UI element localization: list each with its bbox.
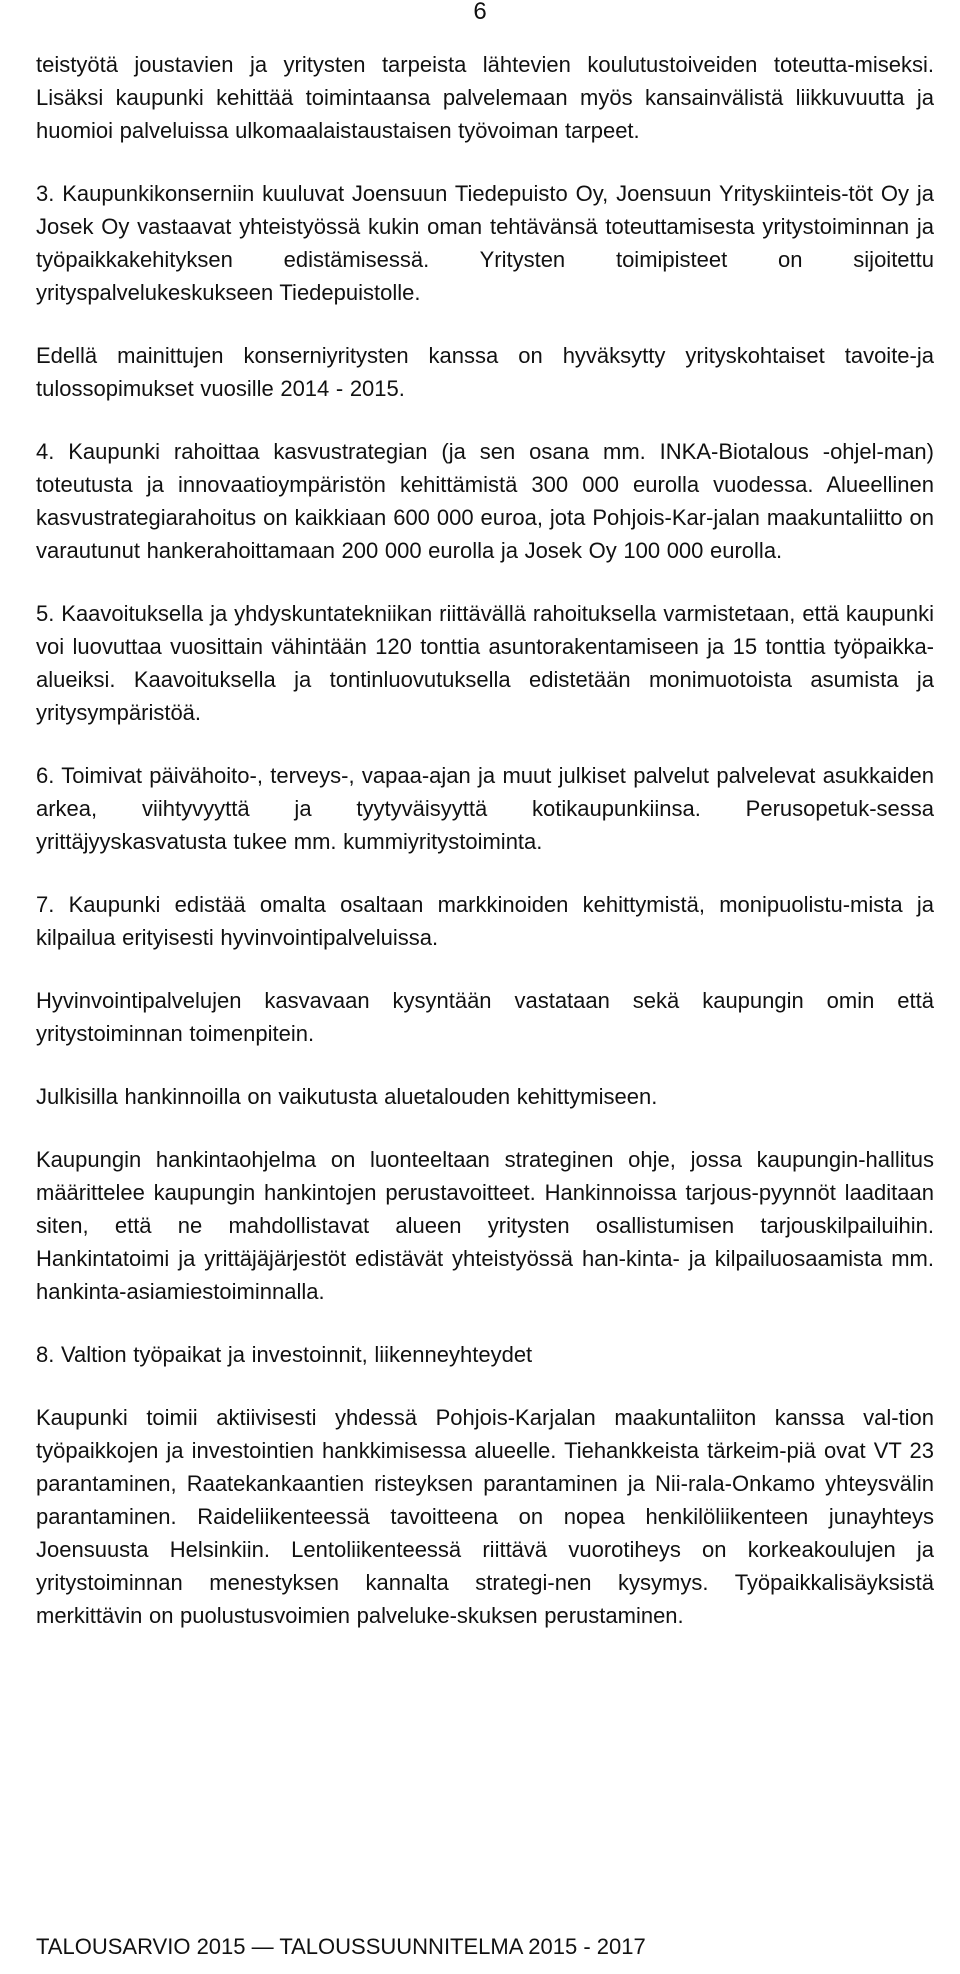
paragraph-1: teistyötä joustavien ja yritysten tarpeista lähtevien koulutustoiveiden toteutta-miseksi. Lisäksi kaupunki kehittää toimintaansa palvelemaan myös kansainvälistä liikkuvuutta ja huomioi palveluissa ulkomaalaistaustaisen työvoiman tarpeet.	[36, 52, 934, 143]
paragraph-5: 5. Kaavoituksella ja yhdyskuntatekniikan riittävällä rahoituksella varmistetaan, että kaupunki voi luovuttaa vuosittain vähintään 120 tonttia asuntorakentamiseen ja 15 tonttia työpaikka-alueiksi. Kaavoituksella ja tontinluovutuksella edistetään monimuotoista asumista ja yritysympäristöä.	[36, 601, 934, 725]
paragraph-8: Hyvinvointipalvelujen kasvavaan kysyntään vastataan sekä kaupungin omin että yritystoiminnan toimenpitein.	[36, 988, 934, 1046]
paragraph-6: 6. Toimivat päivähoito-, terveys-, vapaa-ajan ja muut julkiset palvelut palvelevat asukkaiden arkea, viihtyvyyttä ja tyytyväisyyttä kotikaupunkiinsa. Perusopetuk-sessa yrittäjyyskasvatusta tukee mm. kummiyritystoiminta.	[36, 763, 934, 854]
document-body	[36, 48, 934, 1662]
page-number: 6	[473, 0, 487, 25]
paragraph-11-heading: 8. Valtion työpaikat ja investoinnit, liikenneyhteydet	[36, 1342, 533, 1367]
paragraph-12: Kaupunki toimii aktiivisesti yhdessä Pohjois-Karjalan maakuntaliiton kanssa val-tion työpaikkojen ja investointien hankkimisessa alueelle. Tiehankkeista tärkeim-piä ovat VT 23 parantaminen, Raatekankaantien risteyksen parantaminen ja Nii-rala-Onkamo yhteysvälin parantaminen. Raideliikenteessä tavoitteena on nopea henkilöliikenteen junayhteys Joensuusta Helsinkiin. Lentoliikenteessä riittävä vuorotiheys on korkeakoulujen ja yritystoiminnan menestyksen kannalta strategi-nen kysymys. Työpaikkalisäyksistä merkittävin on puolustusvoimien palveluke-skuksen perustaminen.	[36, 1405, 934, 1628]
paragraph-3: Edellä mainittujen konserniyritysten kanssa on hyväksytty yrityskohtaiset tavoite-ja tulossopimukset vuosille 2014 - 2015.	[36, 343, 934, 401]
page-footer: TALOUSARVIO 2015 — TALOUSSUUNNITELMA 2015 - 2017	[36, 1934, 646, 1959]
paragraph-10: Kaupungin hankintaohjelma on luonteeltaan strateginen ohje, jossa kaupungin-hallitus määrittelee kaupungin hankintojen perustavoitteet. Hankinnoissa tarjous-pyynnöt laaditaan siten, että ne mahdollistavat alueen yritysten osallistumisen tarjouskilpailuihin. Hankintatoimi ja yrittäjäjärjestöt edistävät yhteistyössä han-kinta- ja kilpailuosaamista mm. hankinta-asiamiestoiminnalla.	[36, 1147, 934, 1304]
paragraph-7: 7. Kaupunki edistää omalta osaltaan markkinoiden kehittymistä, monipuolistu-mista ja kilpailua erityisesti hyvinvointipalveluissa.	[36, 892, 934, 950]
paragraph-9: Julkisilla hankinnoilla on vaikutusta aluetalouden kehittymiseen.	[36, 1084, 658, 1109]
paragraph-4: 4. Kaupunki rahoittaa kasvustrategian (ja sen osana mm. INKA-Biotalous -ohjel-man) toteutusta ja innovaatioympäristön kehittämistä 300 000 eurolla vuodessa. Alueellinen kasvustrategiarahoitus on kaikkiaan 600 000 euroa, jota Pohjois-Kar-jalan maakuntaliitto on varautunut hankerahoittamaan 200 000 eurolla ja Josek Oy 100 000 eurolla.	[36, 439, 934, 563]
paragraph-2: 3. Kaupunkikonserniin kuuluvat Joensuun Tiedepuisto Oy, Joensuun Yrityskiinteis-töt Oy ja Josek Oy vastaavat yhteistyössä kukin oman tehtävänsä toteuttamisesta yritystoiminnan ja työpaikkakehityksen edistämisessä. Yritysten toimipisteet on sijoitettu yrityspalvelukeskukseen Tiedepuistolle.	[36, 181, 934, 305]
